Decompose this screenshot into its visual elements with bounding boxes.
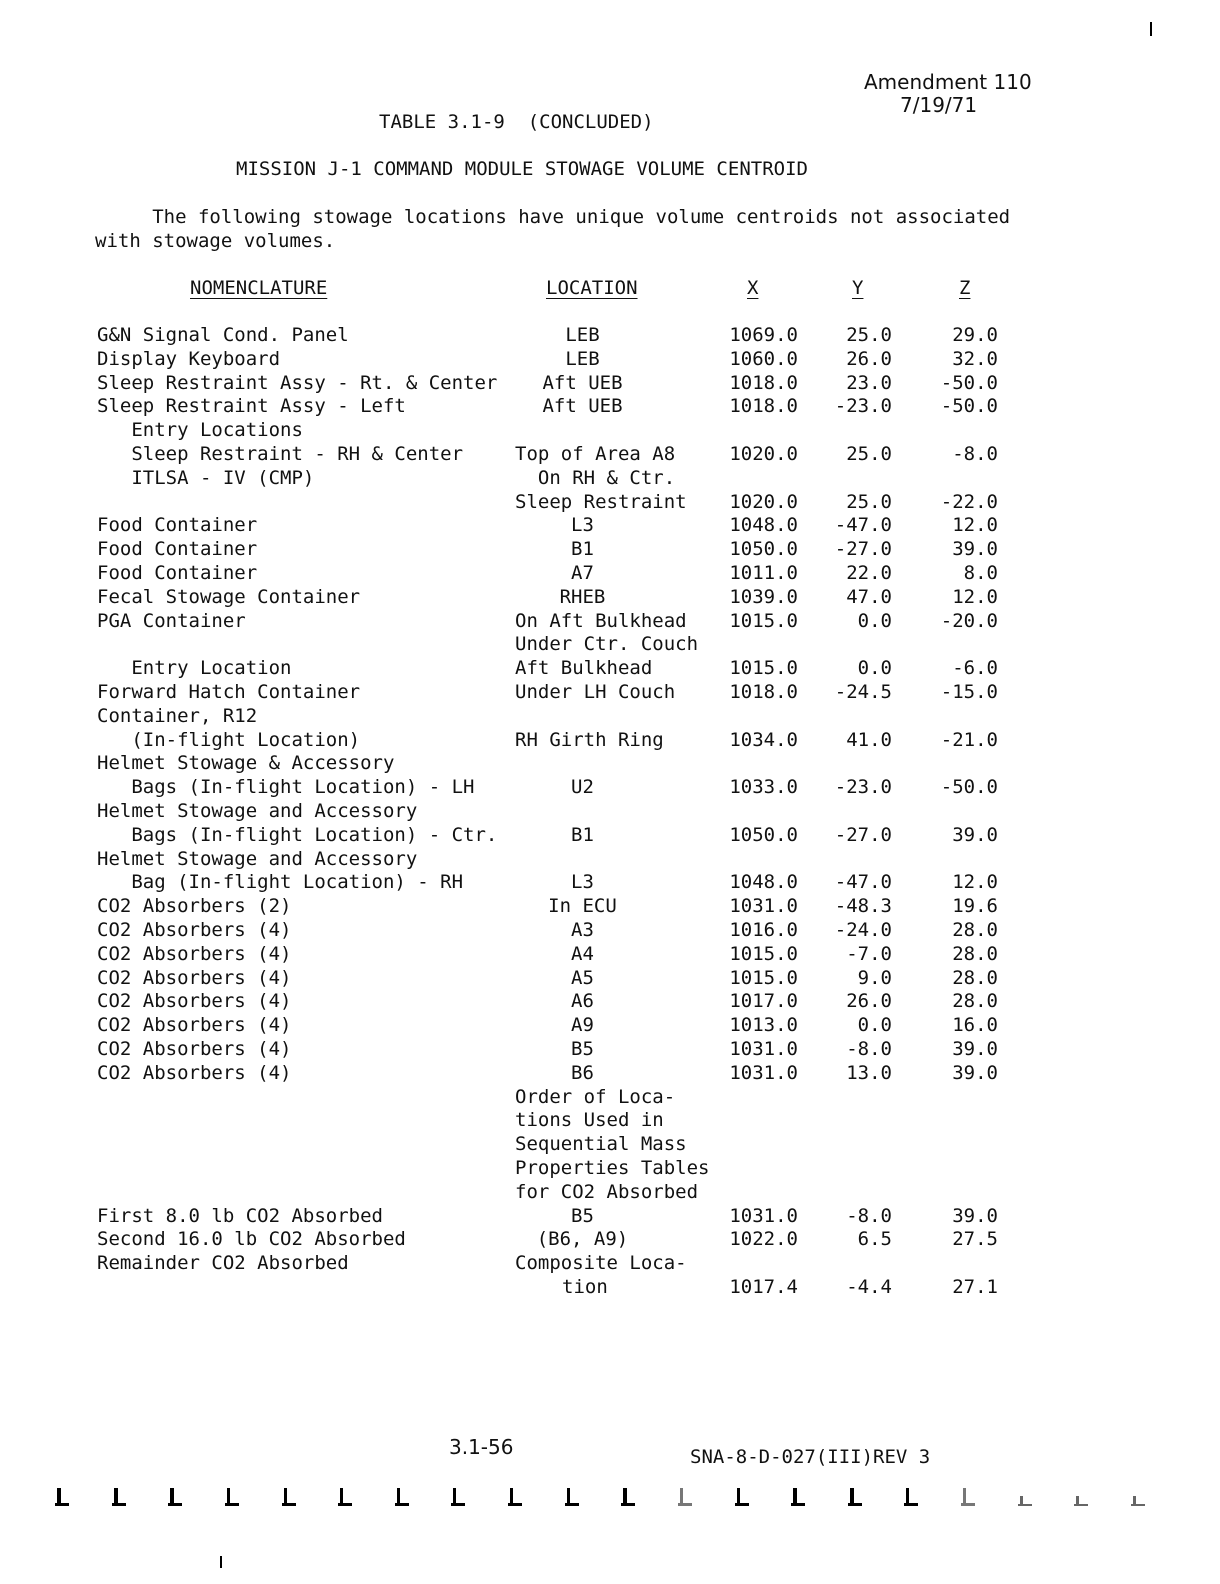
row-nomenclature: ITLSA - IV (CMP): [97, 467, 315, 489]
row-z: 8.0: [963, 562, 998, 584]
row-y: 0.0: [857, 1014, 892, 1036]
punch-mark: [904, 1488, 918, 1506]
row-y: 25.0: [846, 324, 892, 346]
row-nomenclature: CO2 Absorbers (4): [97, 1038, 292, 1060]
row-z: 28.0: [952, 967, 998, 989]
punch-mark: [565, 1488, 579, 1506]
row-z: -50.0: [940, 372, 998, 394]
punch-mark: [848, 1488, 862, 1506]
row-location: On Aft Bulkhead: [515, 610, 687, 632]
row-location: Properties Tables: [515, 1157, 710, 1179]
row-location: B1: [571, 538, 594, 560]
punch-mark: [791, 1488, 805, 1506]
row-location: B6: [571, 1062, 594, 1084]
row-nomenclature: Display Keyboard: [97, 348, 281, 370]
row-y: 13.0: [846, 1062, 892, 1084]
row-z: 27.1: [952, 1276, 998, 1298]
row-y: -27.0: [834, 538, 892, 560]
row-location: A7: [571, 562, 594, 584]
row-nomenclature: CO2 Absorbers (4): [97, 990, 292, 1012]
row-location: A5: [571, 967, 594, 989]
row-x: 1031.0: [729, 1205, 798, 1227]
row-y: -47.0: [834, 514, 892, 536]
row-y: -48.3: [834, 895, 892, 917]
intro-line-1: The following stowage locations have unique volume centroids not associated: [95, 206, 1011, 228]
row-nomenclature: G&N Signal Cond. Panel: [97, 324, 349, 346]
row-nomenclature: Bag (In-flight Location) - RH: [97, 871, 464, 893]
row-x: 1048.0: [729, 514, 798, 536]
row-z: -15.0: [940, 681, 998, 703]
row-z: 32.0: [952, 348, 998, 370]
row-location: (B6, A9): [536, 1228, 629, 1250]
row-z: 27.5: [952, 1228, 998, 1250]
row-y: -27.0: [834, 824, 892, 846]
row-nomenclature: CO2 Absorbers (4): [97, 967, 292, 989]
row-nomenclature: Food Container: [97, 538, 258, 560]
amendment-label: Amendment 110: [864, 70, 1032, 94]
row-location: A9: [571, 1014, 594, 1036]
row-z: -8.0: [952, 443, 998, 465]
row-location: LEB: [565, 324, 600, 346]
row-nomenclature: Sleep Restraint Assy - Left: [97, 395, 406, 417]
row-z: 39.0: [952, 824, 998, 846]
row-x: 1050.0: [729, 538, 798, 560]
table-subtitle: MISSION J-1 COMMAND MODULE STOWAGE VOLUME CENTROID: [236, 158, 808, 180]
row-nomenclature: Entry Location: [97, 657, 292, 679]
corner-tick-mark: [1150, 22, 1152, 36]
row-y: 0.0: [857, 610, 892, 632]
row-x: 1022.0: [729, 1228, 798, 1250]
row-x: 1031.0: [729, 1062, 798, 1084]
row-z: -22.0: [940, 491, 998, 513]
row-location: Aft Bulkhead: [515, 657, 653, 679]
row-nomenclature: Second 16.0 lb CO2 Absorbed: [97, 1228, 406, 1250]
row-z: -21.0: [940, 729, 998, 751]
row-nomenclature: Forward Hatch Container: [97, 681, 361, 703]
row-x: 1069.0: [729, 324, 798, 346]
row-x: 1031.0: [729, 895, 798, 917]
page-number: 3.1-56: [449, 1435, 514, 1459]
row-nomenclature: Helmet Stowage and Accessory: [97, 800, 418, 822]
table-title: TABLE 3.1-9 (CONCLUDED): [379, 111, 654, 133]
punch-mark: [508, 1488, 522, 1506]
row-nomenclature: (In-flight Location): [97, 729, 361, 751]
row-y: 25.0: [846, 491, 892, 513]
row-y: 0.0: [857, 657, 892, 679]
row-nomenclature: Food Container: [97, 514, 258, 536]
row-nomenclature: Remainder CO2 Absorbed: [97, 1252, 349, 1274]
punch-mark: [225, 1488, 239, 1506]
punch-mark: [55, 1488, 69, 1506]
row-location: tions Used in: [515, 1109, 664, 1131]
row-nomenclature: CO2 Absorbers (4): [97, 919, 292, 941]
row-x: 1060.0: [729, 348, 798, 370]
row-location: Aft UEB: [542, 395, 623, 417]
punch-mark: [168, 1488, 182, 1506]
row-x: 1018.0: [729, 395, 798, 417]
row-y: 26.0: [846, 990, 892, 1012]
column-header-x: X: [747, 277, 759, 299]
punch-mark: [1074, 1488, 1088, 1506]
punch-mark: [621, 1488, 635, 1506]
row-nomenclature: Bags (In-flight Location) - Ctr.: [97, 824, 498, 846]
punch-marks-row: [55, 1488, 1145, 1512]
punch-mark: [395, 1488, 409, 1506]
row-location: tion: [562, 1276, 608, 1298]
row-y: 9.0: [857, 967, 892, 989]
row-x: 1015.0: [729, 943, 798, 965]
column-header-y: Y: [852, 277, 864, 299]
column-header-z: Z: [959, 277, 971, 299]
row-y: -24.0: [834, 919, 892, 941]
row-location: Composite Loca-: [515, 1252, 687, 1274]
row-nomenclature: Bags (In-flight Location) - LH: [97, 776, 475, 798]
row-z: 39.0: [952, 1062, 998, 1084]
row-z: 39.0: [952, 1205, 998, 1227]
row-x: 1016.0: [729, 919, 798, 941]
row-x: 1039.0: [729, 586, 798, 608]
row-nomenclature: Helmet Stowage & Accessory: [97, 752, 395, 774]
row-x: 1017.4: [729, 1276, 798, 1298]
row-z: -50.0: [940, 776, 998, 798]
punch-mark: [282, 1488, 296, 1506]
row-x: 1018.0: [729, 681, 798, 703]
row-y: -4.4: [846, 1276, 892, 1298]
row-location: A3: [571, 919, 594, 941]
row-location: Under LH Couch: [515, 681, 676, 703]
row-z: 39.0: [952, 1038, 998, 1060]
row-z: 12.0: [952, 514, 998, 536]
intro-line-2: with stowage volumes.: [95, 230, 336, 252]
row-nomenclature: PGA Container: [97, 610, 246, 632]
row-nomenclature: CO2 Absorbers (4): [97, 1062, 292, 1084]
row-z: 39.0: [952, 538, 998, 560]
row-x: 1011.0: [729, 562, 798, 584]
row-z: -6.0: [952, 657, 998, 679]
row-location: U2: [571, 776, 594, 798]
row-location: B5: [571, 1038, 594, 1060]
row-z: 28.0: [952, 919, 998, 941]
row-nomenclature: CO2 Absorbers (4): [97, 1014, 292, 1036]
row-z: 28.0: [952, 943, 998, 965]
row-location: A4: [571, 943, 594, 965]
row-y: -23.0: [834, 776, 892, 798]
row-y: -7.0: [846, 943, 892, 965]
punch-mark: [961, 1488, 975, 1506]
row-location: B5: [571, 1205, 594, 1227]
row-nomenclature: Fecal Stowage Container: [97, 586, 361, 608]
row-x: 1034.0: [729, 729, 798, 751]
row-location: On RH & Ctr.: [515, 467, 676, 489]
row-nomenclature: CO2 Absorbers (2): [97, 895, 292, 917]
row-location: LEB: [565, 348, 600, 370]
row-x: 1015.0: [729, 657, 798, 679]
row-z: -50.0: [940, 395, 998, 417]
row-z: -20.0: [940, 610, 998, 632]
amendment-date: 7/19/71: [900, 93, 978, 117]
row-x: 1013.0: [729, 1014, 798, 1036]
row-location: In ECU: [548, 895, 617, 917]
row-x: 1020.0: [729, 443, 798, 465]
row-location: L3: [571, 514, 594, 536]
document-id: SNA-8-D-027(III)REV 3: [690, 1446, 931, 1468]
row-nomenclature: Entry Locations: [97, 419, 303, 441]
row-location: Under Ctr. Couch: [515, 633, 699, 655]
punch-mark: [678, 1488, 692, 1506]
row-z: 12.0: [952, 586, 998, 608]
row-y: 26.0: [846, 348, 892, 370]
row-location: Order of Loca-: [515, 1086, 676, 1108]
row-y: 41.0: [846, 729, 892, 751]
row-y: -24.5: [834, 681, 892, 703]
row-y: -8.0: [846, 1205, 892, 1227]
row-z: 28.0: [952, 990, 998, 1012]
row-x: 1018.0: [729, 372, 798, 394]
row-nomenclature: Helmet Stowage and Accessory: [97, 848, 418, 870]
row-x: 1048.0: [729, 871, 798, 893]
row-x: 1015.0: [729, 967, 798, 989]
row-x: 1050.0: [729, 824, 798, 846]
row-y: -47.0: [834, 871, 892, 893]
row-location: A6: [571, 990, 594, 1012]
row-location: Sequential Mass: [515, 1133, 687, 1155]
row-location: Aft UEB: [542, 372, 623, 394]
row-y: 47.0: [846, 586, 892, 608]
row-y: 23.0: [846, 372, 892, 394]
bottom-tick-mark: [220, 1556, 222, 1568]
row-location: L3: [571, 871, 594, 893]
row-location: Top of Area A8: [515, 443, 676, 465]
column-header-location: LOCATION: [546, 277, 638, 299]
punch-mark: [1131, 1488, 1145, 1506]
row-nomenclature: Sleep Restraint - RH & Center: [97, 443, 464, 465]
row-z: 12.0: [952, 871, 998, 893]
row-location: RH Girth Ring: [515, 729, 664, 751]
row-nomenclature: Food Container: [97, 562, 258, 584]
row-nomenclature: Container, R12: [97, 705, 258, 727]
row-location: B1: [571, 824, 594, 846]
row-location: RHEB: [559, 586, 606, 608]
punch-mark: [451, 1488, 465, 1506]
row-y: 25.0: [846, 443, 892, 465]
row-x: 1020.0: [729, 491, 798, 513]
row-y: 6.5: [857, 1228, 892, 1250]
punch-mark: [735, 1488, 749, 1506]
row-y: -8.0: [846, 1038, 892, 1060]
row-nomenclature: Sleep Restraint Assy - Rt. & Center: [97, 372, 498, 394]
column-header-nomenclature: NOMENCLATURE: [190, 277, 328, 299]
row-z: 16.0: [952, 1014, 998, 1036]
row-z: 29.0: [952, 324, 998, 346]
row-x: 1017.0: [729, 990, 798, 1012]
row-nomenclature: CO2 Absorbers (4): [97, 943, 292, 965]
row-nomenclature: First 8.0 lb CO2 Absorbed: [97, 1205, 383, 1227]
row-location: Sleep Restraint: [515, 491, 687, 513]
punch-mark: [338, 1488, 352, 1506]
row-x: 1015.0: [729, 610, 798, 632]
punch-mark: [1018, 1488, 1032, 1506]
row-y: -23.0: [834, 395, 892, 417]
row-x: 1033.0: [729, 776, 798, 798]
row-y: 22.0: [846, 562, 892, 584]
row-x: 1031.0: [729, 1038, 798, 1060]
row-z: 19.6: [952, 895, 998, 917]
row-location: for CO2 Absorbed: [515, 1181, 699, 1203]
punch-mark: [112, 1488, 126, 1506]
